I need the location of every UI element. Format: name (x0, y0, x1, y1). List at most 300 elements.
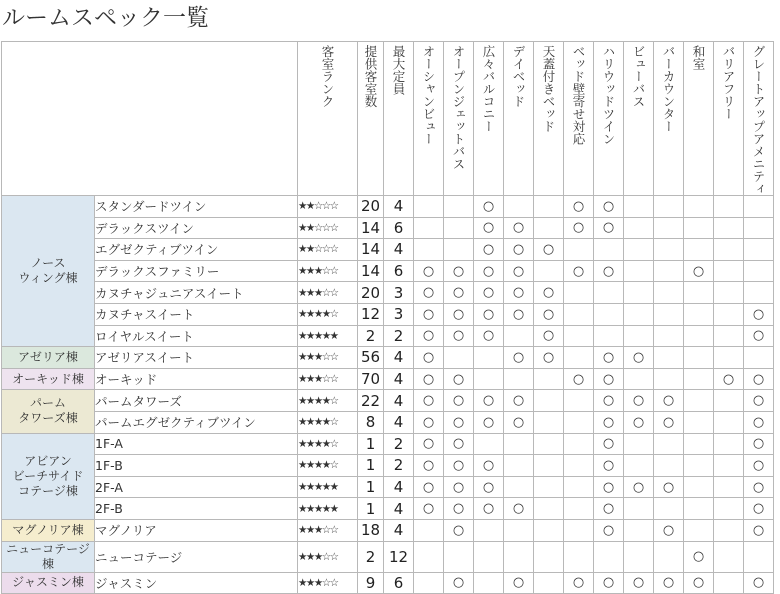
feature-cell (414, 217, 444, 239)
feature-cell (594, 325, 624, 347)
feature-cell: ○ (504, 411, 534, 433)
feature-cell: ○ (444, 390, 474, 412)
column-header (744, 42, 774, 196)
room-spec-table (1, 41, 774, 594)
feature-cell: ○ (504, 217, 534, 239)
table-row (2, 433, 774, 455)
feature-cell (474, 368, 504, 390)
column-header-label: バーカウンター (661, 45, 676, 133)
room-name: マグノリア (95, 519, 298, 541)
room-name: エグゼクティブツイン (95, 239, 298, 261)
feature-cell: ○ (684, 541, 714, 572)
table-row (2, 455, 774, 477)
feature-cell (474, 433, 504, 455)
feature-cell: ○ (624, 572, 654, 594)
feature-cell (564, 325, 594, 347)
room-rank: ★★★☆☆ (298, 282, 358, 304)
feature-cell: ○ (474, 476, 504, 498)
feature-cell (594, 541, 624, 572)
feature-cell: ○ (594, 196, 624, 218)
column-header-label: 天蓋付きベッド (541, 45, 556, 133)
table-row (2, 498, 774, 520)
room-rank: ★★★★★ (298, 325, 358, 347)
column-header (298, 42, 358, 196)
room-count: 14 (358, 239, 384, 261)
feature-cell (714, 217, 744, 239)
feature-cell (594, 239, 624, 261)
header-blank (2, 42, 298, 196)
room-name: アゼリアスイート (95, 347, 298, 369)
room-name: 1F-A (95, 433, 298, 455)
feature-cell: ○ (564, 572, 594, 594)
feature-cell: ○ (534, 239, 564, 261)
room-name: パームタワーズ (95, 390, 298, 412)
feature-cell (744, 282, 774, 304)
feature-cell (684, 455, 714, 477)
room-count: 14 (358, 260, 384, 282)
max-capacity: 6 (384, 217, 414, 239)
room-rank: ★★★☆☆ (298, 347, 358, 369)
feature-cell (534, 572, 564, 594)
feature-cell (534, 455, 564, 477)
room-rank: ★★★★★ (298, 476, 358, 498)
feature-cell: ○ (594, 411, 624, 433)
feature-cell: ○ (564, 368, 594, 390)
feature-cell (564, 390, 594, 412)
room-rank: ★★★★☆ (298, 433, 358, 455)
room-rank: ★★★★☆ (298, 303, 358, 325)
max-capacity: 3 (384, 303, 414, 325)
column-header-label: デイベッド (511, 45, 526, 108)
wing-name: オーキッド棟 (2, 368, 95, 390)
feature-cell: ○ (564, 260, 594, 282)
feature-cell (684, 498, 714, 520)
feature-cell (654, 196, 684, 218)
feature-cell (714, 282, 744, 304)
feature-cell: ○ (744, 368, 774, 390)
feature-cell (414, 541, 444, 572)
feature-cell: ○ (564, 196, 594, 218)
feature-cell (444, 196, 474, 218)
table-row (2, 519, 774, 541)
wing-name: パーム タワーズ棟 (2, 390, 95, 433)
table-row (2, 282, 774, 304)
column-header (444, 42, 474, 196)
max-capacity: 4 (384, 390, 414, 412)
wing-name: ニューコテージ棟 (2, 541, 95, 572)
feature-cell (654, 239, 684, 261)
room-name: ロイヤルスイート (95, 325, 298, 347)
feature-cell: ○ (594, 498, 624, 520)
feature-cell: ○ (444, 476, 474, 498)
feature-cell: ○ (534, 347, 564, 369)
feature-cell (564, 455, 594, 477)
feature-cell (714, 476, 744, 498)
feature-cell (684, 325, 714, 347)
feature-cell: ○ (474, 282, 504, 304)
feature-cell (684, 303, 714, 325)
feature-cell (714, 390, 744, 412)
feature-cell (534, 498, 564, 520)
feature-cell (504, 368, 534, 390)
max-capacity: 4 (384, 476, 414, 498)
feature-cell: ○ (744, 455, 774, 477)
max-capacity: 2 (384, 325, 414, 347)
feature-cell: ○ (444, 303, 474, 325)
feature-cell (624, 217, 654, 239)
max-capacity: 6 (384, 572, 414, 594)
room-name: 2F-A (95, 476, 298, 498)
feature-cell (714, 239, 744, 261)
max-capacity: 4 (384, 196, 414, 218)
feature-cell (744, 541, 774, 572)
feature-cell: ○ (414, 498, 444, 520)
feature-cell (624, 260, 654, 282)
feature-cell: ○ (624, 411, 654, 433)
feature-cell (714, 196, 744, 218)
table-row (2, 239, 774, 261)
room-rank: ★★★★☆ (298, 455, 358, 477)
table-row (2, 368, 774, 390)
feature-cell: ○ (444, 433, 474, 455)
feature-cell: ○ (474, 239, 504, 261)
feature-cell (414, 196, 444, 218)
max-capacity: 4 (384, 239, 414, 261)
column-header-label: ハリウッドツイン (601, 45, 616, 145)
wing-name: ジャスミン棟 (2, 572, 95, 594)
room-name: カヌチャジュニアスイート (95, 282, 298, 304)
feature-cell (624, 239, 654, 261)
max-capacity: 2 (384, 433, 414, 455)
feature-cell (444, 541, 474, 572)
feature-cell: ○ (684, 572, 714, 594)
feature-cell: ○ (714, 368, 744, 390)
feature-cell (684, 519, 714, 541)
room-count: 8 (358, 411, 384, 433)
feature-cell: ○ (474, 260, 504, 282)
column-header (654, 42, 684, 196)
feature-cell: ○ (474, 411, 504, 433)
max-capacity: 4 (384, 368, 414, 390)
feature-cell (684, 411, 714, 433)
max-capacity: 12 (384, 541, 414, 572)
page-title: ルームスペック一覧 (2, 5, 209, 31)
feature-cell (534, 217, 564, 239)
feature-cell (624, 282, 654, 304)
room-rank: ★★★☆☆ (298, 572, 358, 594)
feature-cell (684, 282, 714, 304)
header-row (2, 42, 774, 196)
feature-cell: ○ (684, 260, 714, 282)
feature-cell: ○ (744, 498, 774, 520)
feature-cell (444, 239, 474, 261)
feature-cell: ○ (444, 498, 474, 520)
table-row (2, 303, 774, 325)
feature-cell (684, 433, 714, 455)
table-row (2, 390, 774, 412)
feature-cell: ○ (444, 455, 474, 477)
feature-cell (624, 541, 654, 572)
feature-cell: ○ (594, 572, 624, 594)
feature-cell (564, 541, 594, 572)
feature-cell (504, 325, 534, 347)
feature-cell (444, 347, 474, 369)
wing-name: アビアン ビーチサイド コテージ棟 (2, 433, 95, 519)
feature-cell (744, 347, 774, 369)
column-header-label: ビューバス (631, 45, 646, 108)
column-header (684, 42, 714, 196)
feature-cell: ○ (414, 347, 444, 369)
feature-cell: ○ (594, 390, 624, 412)
feature-cell: ○ (744, 303, 774, 325)
max-capacity: 4 (384, 519, 414, 541)
feature-cell: ○ (744, 476, 774, 498)
feature-cell: ○ (474, 325, 504, 347)
room-rank: ★★★☆☆ (298, 541, 358, 572)
room-count: 1 (358, 455, 384, 477)
feature-cell: ○ (474, 498, 504, 520)
room-rank: ★★★★☆ (298, 390, 358, 412)
feature-cell: ○ (654, 519, 684, 541)
feature-cell (564, 303, 594, 325)
feature-cell: ○ (414, 303, 444, 325)
feature-cell: ○ (444, 368, 474, 390)
column-header (534, 42, 564, 196)
room-count: 1 (358, 498, 384, 520)
feature-cell: ○ (444, 260, 474, 282)
column-header (358, 42, 384, 196)
feature-cell (714, 572, 744, 594)
column-header-label: 和室 (691, 45, 706, 70)
feature-cell: ○ (594, 455, 624, 477)
room-count: 14 (358, 217, 384, 239)
feature-cell (684, 476, 714, 498)
feature-cell: ○ (444, 572, 474, 594)
table-row (2, 196, 774, 218)
feature-cell (654, 433, 684, 455)
column-header-label: バリアフリー (721, 45, 736, 120)
room-count: 2 (358, 541, 384, 572)
room-count: 20 (358, 282, 384, 304)
feature-cell (414, 519, 444, 541)
feature-cell (714, 498, 744, 520)
feature-cell: ○ (414, 411, 444, 433)
feature-cell (714, 303, 744, 325)
room-count: 9 (358, 572, 384, 594)
feature-cell (654, 260, 684, 282)
feature-cell (564, 498, 594, 520)
feature-cell (684, 196, 714, 218)
feature-cell (624, 433, 654, 455)
table-row (2, 476, 774, 498)
max-capacity: 6 (384, 260, 414, 282)
feature-cell (504, 541, 534, 572)
room-name: 2F-B (95, 498, 298, 520)
column-header-label: オープンジェットバス (451, 45, 466, 170)
table-body (2, 196, 774, 594)
feature-cell (714, 411, 744, 433)
room-rank: ★★★☆☆ (298, 260, 358, 282)
feature-cell (504, 519, 534, 541)
room-count: 56 (358, 347, 384, 369)
feature-cell: ○ (444, 411, 474, 433)
feature-cell (684, 239, 714, 261)
feature-cell: ○ (474, 217, 504, 239)
room-name: パームエグゼクティブツイン (95, 411, 298, 433)
feature-cell (744, 196, 774, 218)
room-name: 1F-B (95, 455, 298, 477)
room-rank: ★★☆☆☆ (298, 239, 358, 261)
feature-cell: ○ (414, 455, 444, 477)
feature-cell: ○ (414, 260, 444, 282)
feature-cell (444, 217, 474, 239)
feature-cell (474, 519, 504, 541)
feature-cell (684, 217, 714, 239)
feature-cell: ○ (594, 476, 624, 498)
feature-cell: ○ (594, 260, 624, 282)
feature-cell: ○ (534, 282, 564, 304)
feature-cell (594, 303, 624, 325)
feature-cell: ○ (414, 325, 444, 347)
feature-cell (504, 455, 534, 477)
feature-cell (564, 239, 594, 261)
feature-cell (744, 217, 774, 239)
feature-cell: ○ (654, 411, 684, 433)
table-row (2, 260, 774, 282)
feature-cell (534, 541, 564, 572)
wing-name: ノース ウィング棟 (2, 196, 95, 347)
feature-cell: ○ (504, 303, 534, 325)
room-rank: ★★☆☆☆ (298, 196, 358, 218)
feature-cell (564, 411, 594, 433)
feature-cell: ○ (474, 455, 504, 477)
feature-cell (654, 325, 684, 347)
column-header-label: 客室ランク (320, 45, 335, 108)
room-name: ニューコテージ (95, 541, 298, 572)
feature-cell (714, 519, 744, 541)
feature-cell (564, 347, 594, 369)
feature-cell (654, 498, 684, 520)
feature-cell (744, 239, 774, 261)
feature-cell: ○ (474, 196, 504, 218)
feature-cell: ○ (654, 390, 684, 412)
feature-cell (414, 239, 444, 261)
feature-cell: ○ (504, 572, 534, 594)
column-header (474, 42, 504, 196)
column-header (414, 42, 444, 196)
room-name: カヌチャスイート (95, 303, 298, 325)
feature-cell (474, 347, 504, 369)
feature-cell (684, 347, 714, 369)
feature-cell (504, 196, 534, 218)
table-row (2, 541, 774, 572)
room-rank: ★★☆☆☆ (298, 217, 358, 239)
feature-cell: ○ (414, 368, 444, 390)
feature-cell (564, 476, 594, 498)
room-count: 20 (358, 196, 384, 218)
room-count: 18 (358, 519, 384, 541)
table-row (2, 572, 774, 594)
column-header-label: 広々バルコニー (481, 45, 496, 133)
feature-cell (714, 455, 744, 477)
room-count: 1 (358, 433, 384, 455)
table-row (2, 217, 774, 239)
feature-cell (654, 455, 684, 477)
feature-cell (474, 541, 504, 572)
column-header-label: 提供客室数 (363, 45, 378, 108)
feature-cell (624, 519, 654, 541)
feature-cell: ○ (654, 572, 684, 594)
feature-cell: ○ (474, 303, 504, 325)
feature-cell (624, 455, 654, 477)
column-header-label: オーシャンビュー (421, 45, 436, 145)
max-capacity: 4 (384, 498, 414, 520)
feature-cell: ○ (504, 390, 534, 412)
table-row (2, 325, 774, 347)
feature-cell (714, 260, 744, 282)
feature-cell (714, 433, 744, 455)
max-capacity: 4 (384, 347, 414, 369)
feature-cell: ○ (504, 260, 534, 282)
wing-name: アゼリア棟 (2, 347, 95, 369)
feature-cell (534, 476, 564, 498)
column-header (504, 42, 534, 196)
feature-cell (534, 368, 564, 390)
table-row (2, 411, 774, 433)
column-header (714, 42, 744, 196)
wing-name: マグノリア棟 (2, 519, 95, 541)
feature-cell (654, 368, 684, 390)
feature-cell (534, 519, 564, 541)
feature-cell (624, 498, 654, 520)
feature-cell: ○ (744, 390, 774, 412)
feature-cell: ○ (744, 433, 774, 455)
feature-cell (684, 368, 714, 390)
feature-cell (594, 282, 624, 304)
feature-cell: ○ (504, 282, 534, 304)
room-count: 22 (358, 390, 384, 412)
feature-cell (624, 196, 654, 218)
feature-cell: ○ (594, 368, 624, 390)
room-name: デラックスファミリー (95, 260, 298, 282)
feature-cell: ○ (414, 476, 444, 498)
room-count: 1 (358, 476, 384, 498)
feature-cell: ○ (594, 433, 624, 455)
max-capacity: 3 (384, 282, 414, 304)
feature-cell (564, 282, 594, 304)
feature-cell (624, 368, 654, 390)
feature-cell: ○ (504, 239, 534, 261)
table-row (2, 347, 774, 369)
feature-cell: ○ (414, 390, 444, 412)
room-name: スタンダードツイン (95, 196, 298, 218)
feature-cell: ○ (444, 282, 474, 304)
feature-cell: ○ (654, 476, 684, 498)
feature-cell (624, 325, 654, 347)
feature-cell (654, 282, 684, 304)
feature-cell (564, 519, 594, 541)
feature-cell (714, 541, 744, 572)
feature-cell: ○ (624, 347, 654, 369)
max-capacity: 4 (384, 411, 414, 433)
feature-cell: ○ (594, 217, 624, 239)
feature-cell: ○ (474, 390, 504, 412)
room-count: 70 (358, 368, 384, 390)
room-name: デラックスツイン (95, 217, 298, 239)
room-name: ジャスミン (95, 572, 298, 594)
feature-cell (504, 433, 534, 455)
feature-cell: ○ (414, 282, 444, 304)
